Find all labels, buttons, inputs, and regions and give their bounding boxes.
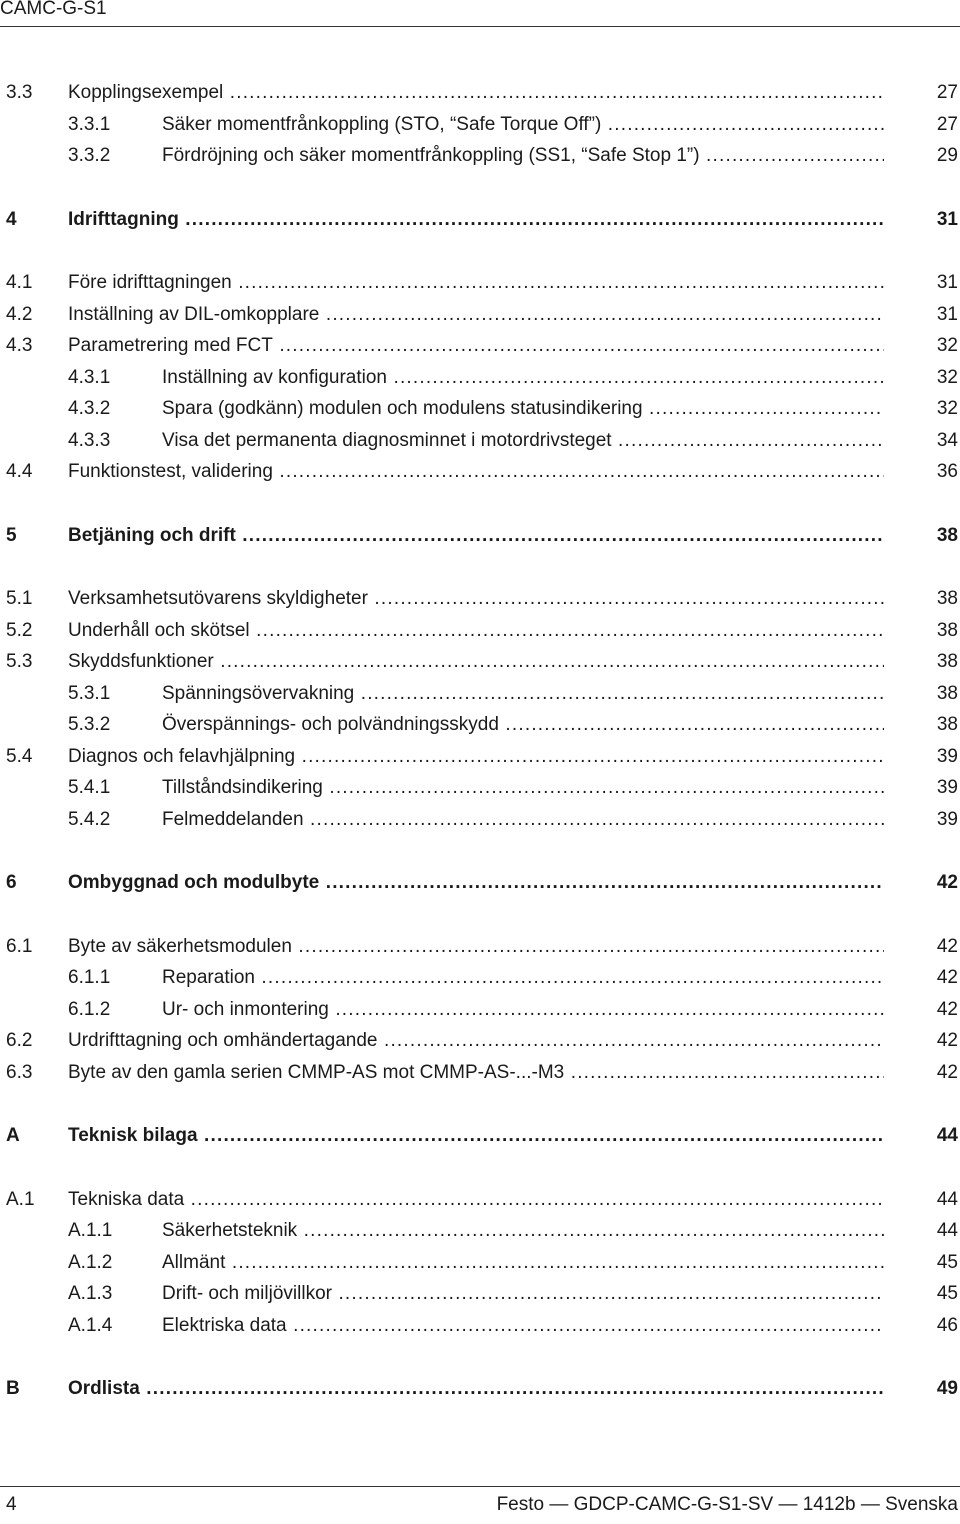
- toc-entry-title: Byte av den gamla serien CMMP-AS mot CMMP-AS-...-M3 .....: [68, 1060, 884, 1086]
- toc-entry-number: 6.3: [6, 1061, 33, 1083]
- toc-entry-number: 4.3.3: [68, 429, 111, 451]
- toc-entry-number: A.1.4: [68, 1314, 113, 1336]
- toc-entry-title: Kopplingsexempel .....: [68, 80, 884, 106]
- toc-entry[interactable]: [0, 80, 960, 106]
- toc-entry[interactable]: [0, 1281, 960, 1307]
- toc-entry-page: 38: [936, 651, 958, 672]
- toc-entry-number: 5.4.2: [68, 808, 111, 830]
- page-header: [0, 0, 107, 20]
- toc-entry-title: Inställning av DIL-omkopplare .....: [68, 302, 884, 328]
- toc-entry-title: Urdrifttagning och omhändertagande .....: [68, 1028, 884, 1054]
- toc-entry-number: 3.3.2: [68, 145, 111, 166]
- toc-entry[interactable]: [0, 112, 960, 138]
- toc-entry-title: Byte av säkerhetsmodulen .....: [68, 934, 884, 960]
- toc-entry[interactable]: [0, 965, 960, 991]
- toc-entry-page: 44: [936, 1220, 958, 1241]
- footer-rule: [0, 1486, 960, 1487]
- toc-entry[interactable]: [0, 1123, 960, 1149]
- toc-entry-page: 27: [936, 113, 958, 135]
- toc-entry[interactable]: [0, 681, 960, 707]
- toc-entry-title: Underhåll och skötsel .....: [68, 618, 884, 644]
- toc-entry-title: Felmeddelanden .....: [162, 807, 884, 833]
- toc-entry-number: 4.4: [6, 461, 33, 482]
- toc-entry-number: 5.3.1: [68, 682, 111, 704]
- toc-entry-number: 5.3: [6, 651, 33, 672]
- toc-entry[interactable]: [0, 997, 960, 1023]
- footer-page-number: 4: [6, 1494, 17, 1515]
- toc-entry-number: A.1.2: [68, 1251, 113, 1273]
- toc-entry-number: 6.1: [6, 935, 33, 957]
- toc-entry-page: 46: [936, 1314, 958, 1336]
- toc-entry[interactable]: [0, 934, 960, 960]
- toc-entry-number: 4.3.2: [68, 398, 111, 419]
- toc-entry-title: Spara (godkänn) modulen och modulens statusindikering .....: [162, 396, 884, 422]
- toc-entry-page: 45: [936, 1283, 958, 1304]
- toc-entry-number: 4.2: [6, 303, 33, 325]
- toc-entry-title: Teknisk bilaga .....: [68, 1123, 884, 1149]
- footer-doc-info: Festo — GDCP-CAMC-G-S1-SV — 1412b — Svenska: [496, 1494, 958, 1515]
- toc-entry[interactable]: [0, 1187, 960, 1213]
- toc-entry-page: 42: [936, 872, 958, 893]
- toc-entry-page: 36: [936, 461, 958, 482]
- toc-entry-title: Elektriska data .....: [162, 1313, 884, 1339]
- toc-entry-page: 29: [936, 145, 958, 166]
- toc-entry[interactable]: [0, 1028, 960, 1054]
- toc-entry[interactable]: [0, 744, 960, 770]
- toc-entry-page: 42: [936, 998, 958, 1020]
- toc-entry[interactable]: [0, 207, 960, 233]
- toc-entry-number: A.1.3: [68, 1283, 113, 1304]
- toc-entry[interactable]: [0, 1313, 960, 1339]
- toc-entry-title: Ur- och inmontering .....: [162, 997, 884, 1023]
- toc-entry[interactable]: [0, 775, 960, 801]
- toc-entry-page: 42: [936, 935, 958, 957]
- toc-entry-page: 32: [936, 398, 958, 419]
- toc-entry-title: Parametrering med FCT .....: [68, 333, 884, 359]
- toc-entry[interactable]: [0, 1250, 960, 1276]
- toc-entry-number: 3.3.1: [68, 113, 111, 135]
- toc-entry-page: 31: [936, 208, 958, 230]
- toc-entry-number: 4.3: [6, 335, 33, 356]
- toc-entry-title: Inställning av konfiguration .....: [162, 365, 884, 391]
- toc-entry-page: 44: [936, 1125, 958, 1146]
- toc-entry-title: Ombyggnad och modulbyte .....: [68, 870, 884, 896]
- toc-entry-number: 6: [6, 872, 17, 893]
- toc-entry-title: Ordlista .....: [68, 1376, 884, 1402]
- toc-entry-page: 42: [936, 1030, 958, 1051]
- toc-entry-title: Drift- och miljövillkor .....: [162, 1281, 884, 1307]
- toc-entry-number: 4.3.1: [68, 366, 111, 388]
- toc-entry[interactable]: [0, 270, 960, 296]
- toc-entry[interactable]: [0, 649, 960, 675]
- toc-entry-title: Betjäning och drift .....: [68, 523, 884, 549]
- toc-entry-number: 5: [6, 524, 17, 546]
- toc-entry[interactable]: [0, 459, 960, 485]
- toc-entry-title: Fördröjning och säker momentfrånkoppling (SS1, “Safe Stop 1”) .....: [162, 143, 884, 169]
- toc-entry-number: 3.3: [6, 82, 33, 103]
- toc-entry-number: 5.3.2: [68, 714, 111, 735]
- toc-entry-page: 31: [936, 272, 958, 293]
- toc-entry-page: 31: [936, 303, 958, 325]
- toc-entry-title: Överspännings- och polvändningsskydd .....: [162, 712, 884, 738]
- toc-entry-page: 38: [936, 524, 958, 546]
- header-title: CAMC-G-S1: [0, 0, 107, 19]
- toc-entry-number: A.1: [6, 1188, 35, 1210]
- toc-entry[interactable]: [0, 870, 960, 896]
- toc-entry[interactable]: [0, 807, 960, 833]
- toc-entry-page: 49: [936, 1378, 958, 1399]
- toc-entry[interactable]: [0, 1218, 960, 1244]
- toc-entry-number: 6.1.1: [68, 967, 111, 988]
- toc-entry-number: B: [6, 1378, 20, 1399]
- toc-entry[interactable]: [0, 523, 960, 549]
- toc-entry-number: 5.4: [6, 745, 33, 767]
- toc-entry-title: Verksamhetsutövarens skyldigheter .....: [68, 586, 884, 612]
- toc-entry-number: 5.1: [6, 588, 33, 609]
- toc-entry-title: Allmänt .....: [162, 1250, 884, 1276]
- toc-entry[interactable]: [0, 1376, 960, 1402]
- toc-entry[interactable]: [0, 1060, 960, 1086]
- toc-entry[interactable]: [0, 396, 960, 422]
- toc-entry-number: A.1.1: [68, 1220, 113, 1241]
- toc-entry-title: Diagnos och felavhjälpning .....: [68, 744, 884, 770]
- toc-entry-title: Säker momentfrånkoppling (STO, “Safe Torque Off”) .....: [162, 112, 884, 138]
- toc-entry-title: Säkerhetsteknik .....: [162, 1218, 884, 1244]
- toc-entry-number: 6.2: [6, 1030, 33, 1051]
- toc-entry-title: Visa det permanenta diagnosminnet i motordrivsteget .....: [162, 428, 884, 454]
- toc-entry-page: 38: [936, 588, 958, 609]
- toc-entry-page: 42: [936, 1061, 958, 1083]
- toc-entry[interactable]: [0, 586, 960, 612]
- toc-entry[interactable]: [0, 143, 960, 169]
- toc-entry-number: 4.1: [6, 272, 33, 293]
- toc-entry[interactable]: [0, 365, 960, 391]
- toc-entry-page: 34: [936, 429, 958, 451]
- toc-entry-page: 32: [936, 335, 958, 356]
- toc-entry[interactable]: [0, 712, 960, 738]
- toc-entry-title: Funktionstest, validering .....: [68, 459, 884, 485]
- toc-entry-page: 42: [936, 967, 958, 988]
- toc-entry-page: 39: [936, 808, 958, 830]
- toc-entry-page: 38: [936, 714, 958, 735]
- toc-entry-number: 5.4.1: [68, 777, 111, 798]
- toc-entry-page: 39: [936, 745, 958, 767]
- toc-entry-page: 38: [936, 619, 958, 641]
- toc-entry-title: Tekniska data .....: [68, 1187, 884, 1213]
- toc-entry-number: 6.1.2: [68, 998, 111, 1020]
- toc-entry[interactable]: [0, 428, 960, 454]
- toc-entry-number: 5.2: [6, 619, 33, 641]
- toc-entry-number: 4: [6, 208, 17, 230]
- toc-entry-page: 27: [936, 82, 958, 103]
- toc-entry-page: 45: [936, 1251, 958, 1273]
- toc-entry-title: Tillståndsindikering .....: [162, 775, 884, 801]
- header-rule: [0, 26, 960, 27]
- toc-entry[interactable]: [0, 618, 960, 644]
- toc-entry-title: Reparation .....: [162, 965, 884, 991]
- toc-entry-title: Före idrifttagningen .....: [68, 270, 884, 296]
- toc-entry-title: Skyddsfunktioner .....: [68, 649, 884, 675]
- toc-entry-title: Spänningsövervakning .....: [162, 681, 884, 707]
- toc-entry-page: 32: [936, 366, 958, 388]
- toc-entry-page: 44: [936, 1188, 958, 1210]
- toc-entry-number: A: [6, 1125, 20, 1146]
- toc-entry[interactable]: [0, 302, 960, 328]
- toc-entry-page: 39: [936, 777, 958, 798]
- toc-entry-title: Idrifttagning .....: [68, 207, 884, 233]
- toc-entry[interactable]: [0, 333, 960, 359]
- toc-entry-page: 38: [936, 682, 958, 704]
